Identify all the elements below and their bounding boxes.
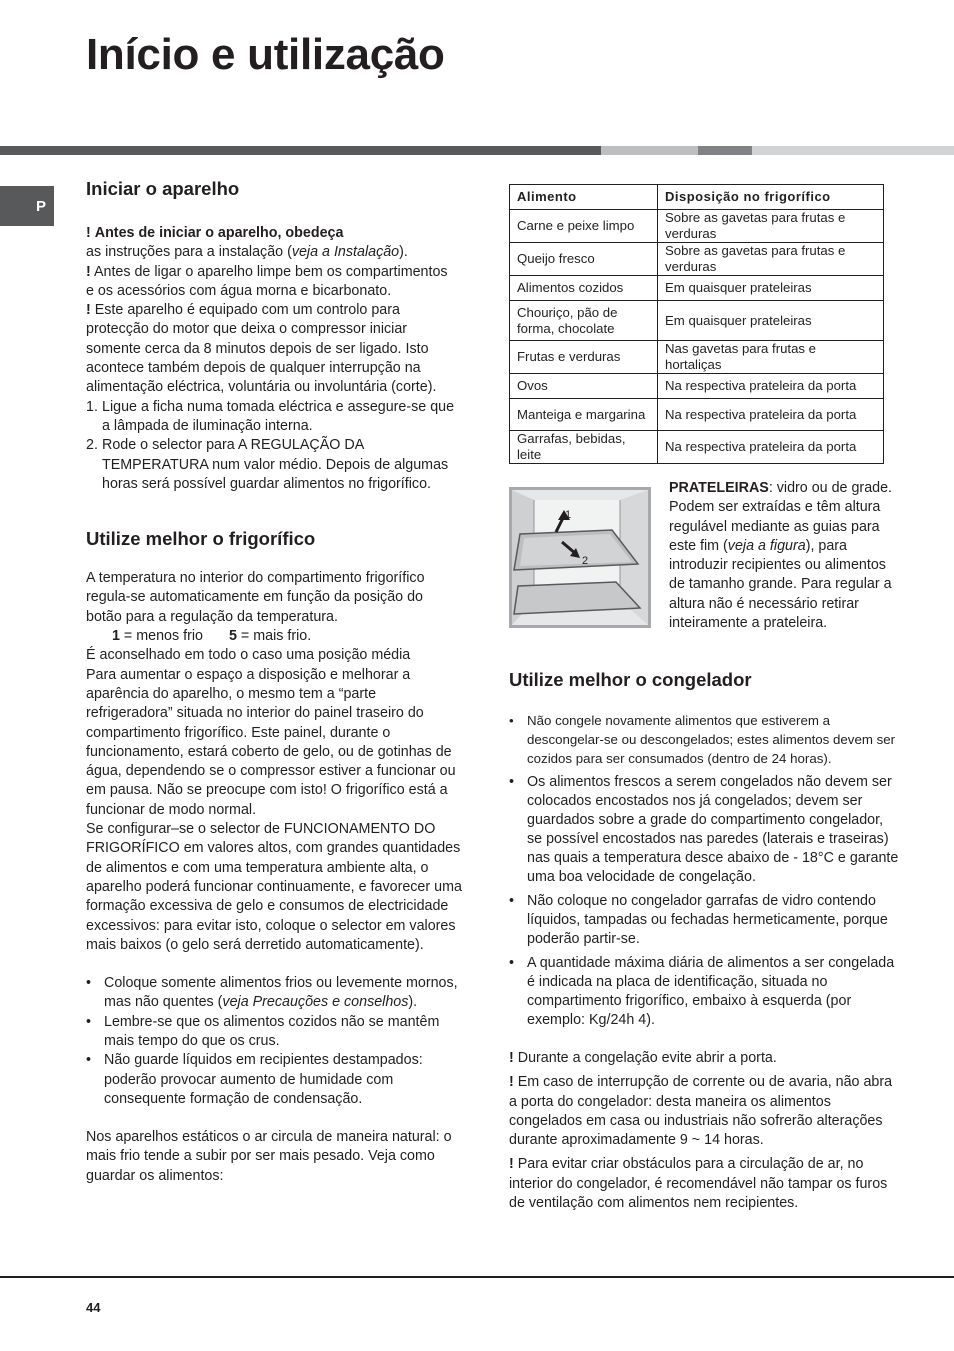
installation-ref: veja a Instalação bbox=[291, 244, 400, 261]
warning-mark: ! bbox=[509, 1156, 514, 1173]
warning-mark: ! bbox=[86, 225, 91, 241]
bullet-mark: • bbox=[509, 713, 514, 728]
figure-ref: veja a figura bbox=[727, 537, 806, 554]
table-cell-food: Chouriço, pão de forma, chocolate bbox=[510, 301, 658, 341]
precautions-ref: veja Precauções e conselhos bbox=[222, 994, 409, 1011]
table-cell-location: Em quaisquer prateleiras bbox=[658, 301, 884, 341]
list-item bbox=[509, 892, 899, 949]
table-cell-location: Sobre as gavetas para frutas e verduras bbox=[658, 210, 884, 243]
table-cell-food: Frutas e verduras bbox=[510, 341, 658, 374]
footer-rule bbox=[0, 1276, 954, 1278]
left-column bbox=[86, 178, 462, 1186]
scale-min-num: 1 bbox=[112, 628, 120, 645]
shelves-paragraph bbox=[669, 479, 899, 633]
bullet-text: Os alimentos frescos a serem congelados não devem ser colocados encostados nos já congelados; devem ser guardados sobre a grade do compartimento congelador, se possível encostados nas paredes (laterais e traseiras) nas quais a temperatura desce abaixo de - 18°C e garante uma boa velocidade de congelação. bbox=[527, 774, 899, 885]
clean-note bbox=[86, 263, 462, 282]
shelves-label: PRATELEIRAS bbox=[669, 480, 769, 496]
list-item bbox=[86, 974, 462, 1013]
table-row bbox=[510, 243, 884, 276]
protect-note-text: Este aparelho é equipado com um controlo para protecção do motor que deixa o compressor iniciar somente cerca da 8 minutos depois de ser ligado. Isto acontece também depois de qualquer interrupção na alimentação eléctrica, voluntária ou involuntária (corte). bbox=[86, 302, 437, 396]
warning-mark: ! bbox=[86, 302, 91, 319]
list-item bbox=[86, 1013, 462, 1052]
bullet-text-end: ). bbox=[408, 994, 418, 1011]
table-row bbox=[510, 431, 884, 464]
temperature-scale bbox=[86, 627, 462, 646]
header-bar-mid bbox=[698, 146, 752, 155]
figure-label-2: 2 bbox=[582, 555, 589, 567]
page-number: 44 bbox=[86, 1300, 101, 1315]
fridge-bullets bbox=[86, 974, 462, 1109]
food-storage-table bbox=[509, 184, 884, 464]
fridge-heading: Utilize melhor o frigorífico bbox=[86, 528, 316, 550]
list-item bbox=[86, 1051, 462, 1109]
start-warning bbox=[86, 224, 462, 263]
warning-mark: ! bbox=[509, 1050, 514, 1066]
table-header-row bbox=[510, 185, 884, 210]
bullet-text: Lembre-se que os alimentos cozidos não se mantêm mais tempo do que os crus. bbox=[104, 1013, 440, 1049]
bullet-text: Não coloque no congelador garrafas de vidro contendo líquidos, tampadas ou fechadas hermeticamente, porque poderão partir-se. bbox=[527, 893, 888, 947]
step-number: 1. bbox=[86, 398, 98, 415]
table-cell-food: Manteiga e margarina bbox=[510, 399, 658, 431]
freezer-warning bbox=[509, 1049, 899, 1068]
header-bar-dark bbox=[0, 146, 601, 155]
start-heading: Iniciar o aparelho bbox=[86, 178, 240, 199]
step-text: Ligue a ficha numa tomada eléctrica e assegure-se que a lâmpada de iluminação interna. bbox=[102, 398, 455, 434]
bullet-mark: • bbox=[86, 1052, 92, 1069]
table-row bbox=[510, 341, 884, 374]
scale-max-text: = mais frio. bbox=[236, 628, 312, 645]
bullet-text: Não guarde líquidos em recipientes destampados: poderão provocar aumento de humidade com consequente formação de condensação. bbox=[104, 1052, 423, 1107]
freezer-warning-text: Durante a congelação evite abrir a porta. bbox=[517, 1050, 777, 1066]
scale-min-text: = menos frio bbox=[119, 628, 203, 645]
protect-note bbox=[86, 301, 462, 397]
freezer-heading: Utilize melhor o congelador bbox=[509, 669, 752, 690]
table-cell-location: Em quaisquer prateleiras bbox=[658, 276, 884, 301]
table-cell-food: Ovos bbox=[510, 374, 658, 399]
shelf-figure bbox=[509, 487, 651, 628]
fridge-paragraph: É aconselhado em todo o caso uma posição média bbox=[86, 647, 411, 664]
shelf-illustration bbox=[512, 490, 648, 625]
scale-max-num: 5 bbox=[228, 628, 237, 645]
figure-label-1: 1 bbox=[565, 509, 572, 521]
shelves-text bbox=[669, 479, 899, 633]
fridge-paragraph: Se configurar–se o selector de FUNCIONAMENTO DO FRIGORÍFICO em valores altos, com grandes quantidades de alimentos e com uma temperatura ambiente alta, o aparelho poderá funcionar continuamente, e favorecer uma formação excessiva de gelo e consumos de electricidade excessivos: para evitar isto, coloque o selector em valores mais baixos (o gelo será derretido automaticamente). bbox=[86, 821, 462, 953]
table-row bbox=[510, 374, 884, 399]
bullet-mark: • bbox=[509, 774, 515, 790]
bullet-text: A quantidade máxima diária de alimentos a ser congelada é indicada na placa de identificação, situada no compartimento frigorífico, embaixo à esquerda (por exemplo: Kg/24h 4). bbox=[527, 955, 895, 1028]
freezer-column bbox=[509, 669, 899, 1213]
shelves-text-a: : vidro ou de grade. Podem ser extraídas e têm altura regulável mediante as guias para este fim ( bbox=[669, 480, 893, 554]
fridge-paragraph: A temperatura no interior do compartimento frigorífico regula-se automaticamente em função da posição do botão para a regulação da temperatura. bbox=[86, 570, 425, 625]
step-item bbox=[86, 398, 462, 437]
step-text: Rode o selector para A REGULAÇÃO DA TEMPERATURA num valor médio. Depois de algumas horas será possível guardar alimentos no frigorífico. bbox=[102, 437, 449, 492]
start-warning-end: ). bbox=[399, 244, 408, 261]
bullet-mark: • bbox=[509, 955, 515, 971]
clean-note-2: e os acessórios com água morna e bicarbonato. bbox=[86, 282, 392, 299]
list-item bbox=[509, 773, 899, 887]
table-cell-location: Nas gavetas para frutas e hortaliças bbox=[658, 341, 884, 374]
step-item bbox=[86, 436, 462, 494]
table-cell-food: Garrafas, bebidas, leite bbox=[510, 431, 658, 464]
fridge-paragraph: Nos aparelhos estáticos o ar circula de maneira natural: o mais frio tende a subir por ser mais pesado. Veja como guardar os alimentos: bbox=[86, 1129, 452, 1184]
table-cell-food: Carne e peixe limpo bbox=[510, 210, 658, 243]
freezer-warning-text: Em caso de interrupção de corrente ou de avaria, não abra a porta do congelador: desta maneira os alimentos congelados em casa ou industriais não sofrerão alterações durante aproximadamente 9 ~ 14 horas. bbox=[509, 1074, 893, 1149]
table-row bbox=[510, 276, 884, 301]
freezer-warning bbox=[509, 1073, 899, 1150]
table-cell-food: Queijo fresco bbox=[510, 243, 658, 276]
list-item bbox=[509, 954, 899, 1030]
start-warning-text: as instruções para a instalação ( bbox=[86, 244, 292, 261]
bullet-mark: • bbox=[509, 893, 515, 909]
table-row bbox=[510, 301, 884, 341]
shelves-text-b: ), para introduzir recipientes ou alimentos de tamanho grande. Para regular a altura não é necessário retirar inteiramente a prateleira. bbox=[669, 537, 892, 632]
page-title: Início e utilização bbox=[86, 30, 445, 79]
freezer-bullets bbox=[509, 711, 899, 1030]
bullet-text: Coloque somente alimentos frios ou levemente mornos, mas não quentes ( bbox=[104, 975, 458, 1011]
table-cell-location: Sobre as gavetas para frutas e verduras bbox=[658, 243, 884, 276]
bullet-mark: • bbox=[86, 975, 92, 992]
start-warning-bold: Antes de iniciar o aparelho, obedeça bbox=[94, 225, 344, 241]
warning-mark: ! bbox=[86, 263, 91, 280]
table-header-location: Disposição no frigorífico bbox=[658, 185, 884, 210]
table-cell-location: Na respectiva prateleira da porta bbox=[658, 431, 884, 464]
freezer-warning-text: Para evitar criar obstáculos para a circulação de ar, no interior do congelador, é recomendável não tampar os furos de ventilação com alimentos nem recipientes. bbox=[509, 1156, 888, 1212]
table-row bbox=[510, 399, 884, 431]
table-header-food: Alimento bbox=[510, 185, 658, 210]
header-bar-light bbox=[601, 146, 698, 155]
table-cell-food: Alimentos cozidos bbox=[510, 276, 658, 301]
clean-note-text: Antes de ligar o aparelho limpe bem os compartimentos bbox=[93, 263, 448, 280]
header-bar-light-end bbox=[752, 146, 954, 155]
list-item bbox=[509, 711, 899, 768]
bullet-mark: • bbox=[86, 1013, 92, 1030]
language-tab: P bbox=[0, 186, 54, 226]
table-row bbox=[510, 210, 884, 243]
step-number: 2. bbox=[86, 437, 98, 454]
table-cell-location: Na respectiva prateleira da porta bbox=[658, 399, 884, 431]
fridge-paragraph: Para aumentar o espaço a disposição e melhorar a aparência do aparelho, o mesmo tem a “parte refrigeradora” situada no interior do painel traseiro do compartimento frigorífico. Este painel, durante o funcionamento, estará coberto de gelo, ou de gotinhas de água, dependendo se o compressor estiver a funcionar ou em pausa. Não se preocupe com isto! O frigorífico está a funcionar de modo normal. bbox=[86, 666, 456, 818]
freezer-warning bbox=[509, 1155, 899, 1213]
table-cell-location: Na respectiva prateleira da porta bbox=[658, 374, 884, 399]
bullet-text: Não congele novamente alimentos que estiverem a descongelar-se ou descongelados; estes alimentos devem ser cozidos para ser consumados (dentro de 24 horas). bbox=[527, 713, 896, 766]
warning-mark: ! bbox=[509, 1074, 514, 1091]
